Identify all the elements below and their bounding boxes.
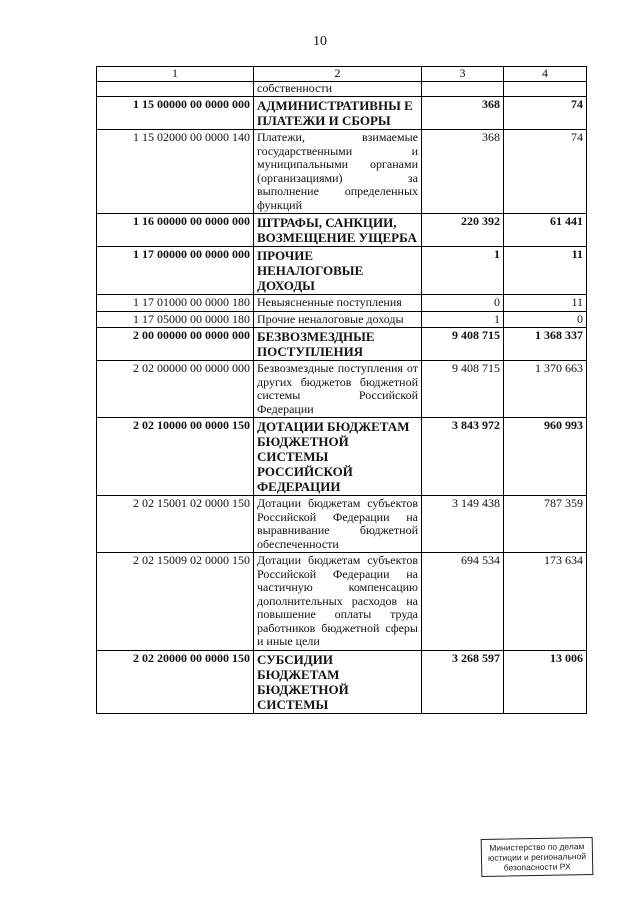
row-value-col4: 173 634 [504, 553, 587, 651]
table-row [97, 328, 587, 361]
row-description: Невыясненные поступления [254, 295, 422, 312]
row-value-col3: 1 [422, 247, 504, 295]
row-value-col3: 9 408 715 [422, 361, 504, 418]
row-description: ДОТАЦИИ БЮДЖЕТАМ БЮДЖЕТНОЙ СИСТЕМЫ РОССИЙСКОЙ ФЕДЕРАЦИИ [254, 418, 422, 496]
row-description: Дотации бюджетам субъектов Российской Федерации на частичную компенсацию дополнительных расходов на повышение оплаты труда работников бюджетной сферы и иные цели [254, 553, 422, 651]
row-value-col3: 3 843 972 [422, 418, 504, 496]
table-row [97, 553, 587, 651]
row-value-col4: 1 370 663 [504, 361, 587, 418]
table-row [97, 361, 587, 418]
row-code: 2 02 20000 00 0000 150 [97, 650, 254, 713]
row-code: 1 17 01000 00 0000 180 [97, 295, 254, 312]
header-cell-1: 1 [97, 67, 254, 82]
row-description: ШТРАФЫ, САНКЦИИ, ВОЗМЕЩЕНИЕ УЩЕРБА [254, 214, 422, 247]
row-value-col4: 1 368 337 [504, 328, 587, 361]
table-row [97, 418, 587, 496]
row-value-col4: 787 359 [504, 496, 587, 553]
header-cell-4: 4 [504, 67, 587, 82]
stamp-line-1: Министерство по делам [489, 841, 585, 853]
row-value-col4: 61 441 [504, 214, 587, 247]
row-value-col4: 74 [504, 130, 587, 214]
table-row [97, 650, 587, 713]
row-value-col4: 74 [504, 97, 587, 130]
table-row [97, 97, 587, 130]
row-code: 2 02 15009 02 0000 150 [97, 553, 254, 651]
row-description: Прочие неналоговые доходы [254, 311, 422, 328]
row-description: Дотации бюджетам субъектов Российской Федерации на выравнивание бюджетной обеспеченности [254, 496, 422, 553]
row-value-col3: 694 534 [422, 553, 504, 651]
table-row [97, 311, 587, 328]
row-value-col3 [422, 81, 504, 97]
row-value-col3: 3 268 597 [422, 650, 504, 713]
row-description: Безвозмездные поступления от других бюджетов бюджетной системы Российской Федерации [254, 361, 422, 418]
budget-table [96, 66, 587, 714]
table-row [97, 214, 587, 247]
row-code: 1 17 05000 00 0000 180 [97, 311, 254, 328]
row-code: 1 16 00000 00 0000 000 [97, 214, 254, 247]
row-description: АДМИНИСТРАТИВНЫ Е ПЛАТЕЖИ И СБОРЫ [254, 97, 422, 130]
header-cell-3: 3 [422, 67, 504, 82]
row-value-col3: 3 149 438 [422, 496, 504, 553]
row-code: 2 02 10000 00 0000 150 [97, 418, 254, 496]
header-row [97, 67, 587, 82]
stamp-line-3: безопасности РХ [503, 861, 571, 873]
table-row [97, 130, 587, 214]
ministry-stamp [481, 837, 594, 877]
row-code: 2 02 15001 02 0000 150 [97, 496, 254, 553]
row-value-col3: 1 [422, 311, 504, 328]
row-value-col3: 0 [422, 295, 504, 312]
row-value-col4: 0 [504, 311, 587, 328]
row-value-col3: 368 [422, 130, 504, 214]
row-code: 2 02 00000 00 0000 000 [97, 361, 254, 418]
row-value-col4 [504, 81, 587, 97]
stamp-line-2: юстиции и региональной [487, 851, 587, 863]
row-value-col3: 368 [422, 97, 504, 130]
row-value-col4: 13 006 [504, 650, 587, 713]
table-row [97, 295, 587, 312]
row-code: 1 17 00000 00 0000 000 [97, 247, 254, 295]
row-description: ПРОЧИЕ НЕНАЛОГОВЫЕ ДОХОДЫ [254, 247, 422, 295]
page-number: 10 [313, 34, 327, 49]
row-code [97, 81, 254, 97]
row-value-col4: 11 [504, 247, 587, 295]
row-code: 1 15 00000 00 0000 000 [97, 97, 254, 130]
row-code: 2 00 00000 00 0000 000 [97, 328, 254, 361]
header-cell-2: 2 [254, 67, 422, 82]
table-row [97, 496, 587, 553]
row-code: 1 15 02000 00 0000 140 [97, 130, 254, 214]
row-value-col3: 9 408 715 [422, 328, 504, 361]
row-description: собственности [254, 81, 422, 97]
row-value-col4: 11 [504, 295, 587, 312]
table-row [97, 81, 587, 97]
row-value-col3: 220 392 [422, 214, 504, 247]
row-description: Платежи, взимаемые государственными и муниципальными органами (организациями) за выполнение определенных функций [254, 130, 422, 214]
row-value-col4: 960 993 [504, 418, 587, 496]
row-description: СУБСИДИИ БЮДЖЕТАМ БЮДЖЕТНОЙ СИСТЕМЫ [254, 650, 422, 713]
row-description: БЕЗВОЗМЕЗДНЫЕ ПОСТУПЛЕНИЯ [254, 328, 422, 361]
table-row [97, 247, 587, 295]
